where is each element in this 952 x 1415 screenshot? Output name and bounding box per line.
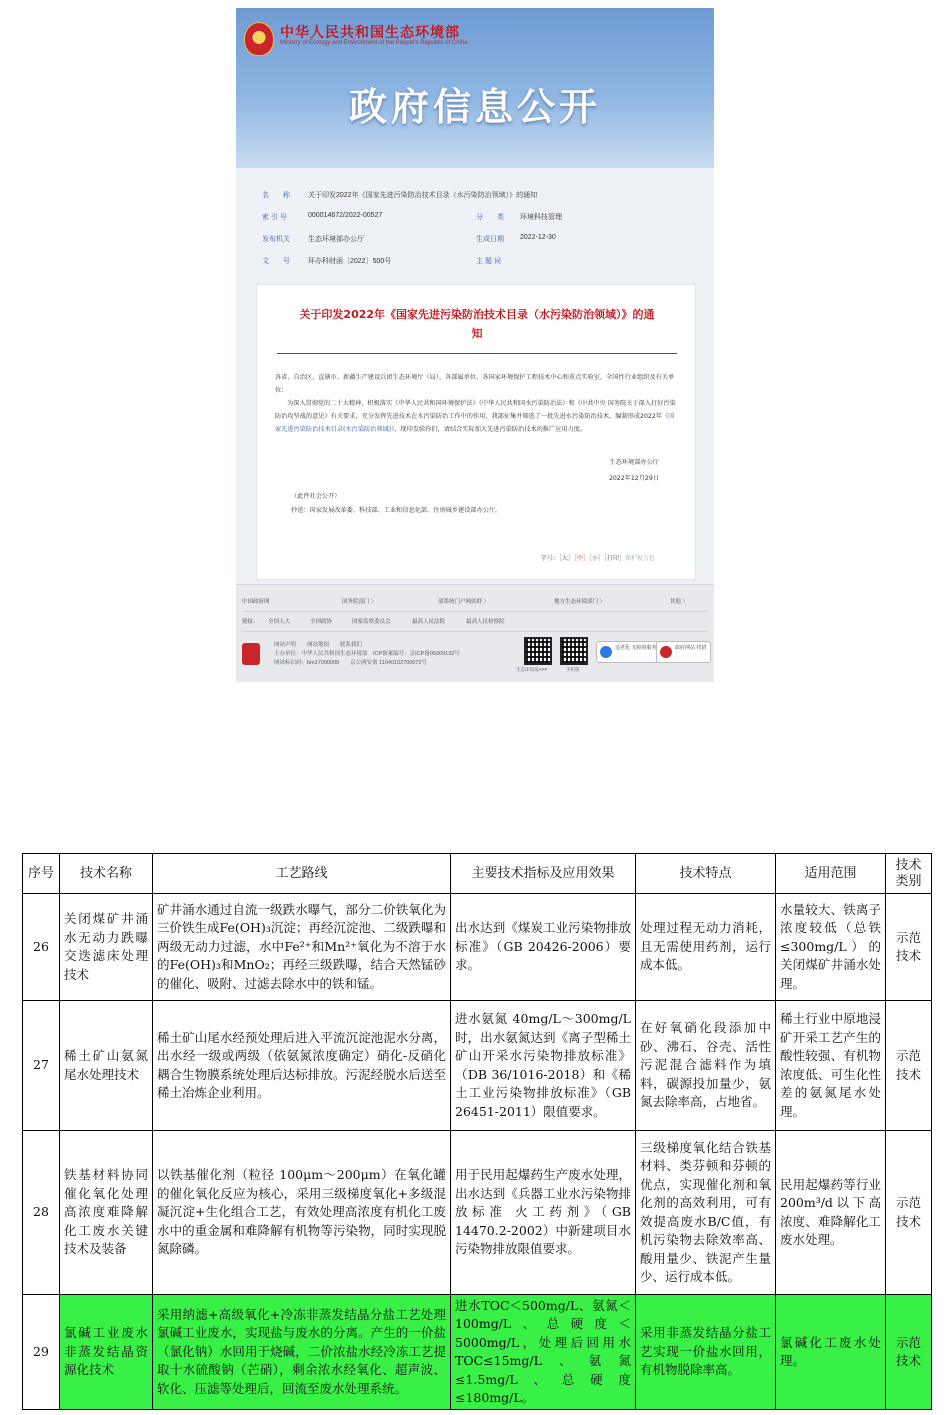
table-row xyxy=(23,894,932,1001)
banner-title: 政府信息公开 xyxy=(348,85,601,129)
footer-link[interactable]: 中国政府网 xyxy=(242,599,270,605)
org-name-cn: 中华人民共和国生态环境部 xyxy=(280,24,460,40)
row-scope: 水量较大、铁离子浓度较低（总铁≤300mg/L）的关闭煤矿井涌水处理。 xyxy=(776,894,886,1001)
notice-date: 2022年12月29日 xyxy=(608,475,659,482)
meta-value: 关于印发2022年《国家先进污染防治技术目录（水污染防治领域）》的通知 xyxy=(308,192,538,199)
header-feature: 技术特点 xyxy=(636,854,776,894)
row-feature: 处理过程无动力消耗，且无需使用药剂，运行成本低。 xyxy=(636,894,776,1001)
row-feature: 采用非蒸发结晶分盐工艺实现一价盐水回用，有机物脱除率高。 xyxy=(636,1295,776,1410)
qr-caption: 手机版 xyxy=(566,667,580,672)
notice-card xyxy=(256,284,696,580)
row-route: 矿井涌水通过自流一级跌水曝气，部分二价铁氧化为三价铁生成Fe(OH)₃沉淀；再经沉淀池、二级跌曝和两级无动力过滤，水中Fe²⁺和Mn²⁺氧化为不溶于水的Fe(OH)₃和MnO₂；再经三级跌曝，结合天然锰砂的催化、吸附、过滤去除水中的铁和锰。 xyxy=(153,894,451,1001)
font-size-large[interactable]: ［大］ xyxy=(558,555,574,562)
accessibility-icon xyxy=(600,646,612,658)
meta-value: 环境科技管理 xyxy=(520,214,562,221)
row-category: 示范技术 xyxy=(886,1001,932,1131)
meta-label: 生成日期 xyxy=(476,236,504,243)
document-meta xyxy=(256,184,696,280)
notice-body xyxy=(275,371,679,436)
meta-label: 索 引 号 xyxy=(262,214,287,221)
embedded-webpage-screenshot xyxy=(236,8,714,682)
row-scope: 民用起爆药等行业200m³/d以下高浓度、难降解化工废水处理。 xyxy=(776,1131,886,1295)
row-scope: 氯碱化工废水处理。 xyxy=(776,1295,886,1410)
badge-label: 适老化 无障碍服务 xyxy=(615,645,657,651)
row-route: 采用纳滤+高级氧化+冷冻非蒸发结晶分盐工艺处理氯碱工业废水，实现盐与废水的分离。产生的一价盐（氯化钠）水回用于烧碱，二价浓盐水经冷冻工艺提取十水硫酸钠（芒硝），剩余浓水经氧化、超声波、软化、压滤等处理后，回流至废水处理系统。 xyxy=(153,1295,451,1410)
row-effect: 用于民用起爆药生产废水处理，出水达到《兵器工业水污染物排放标准 火工药剂》（GB 14470.2-2002）中新建项目水污染物排放限值要求。 xyxy=(451,1131,636,1295)
footer-link[interactable]: 其他 〉 xyxy=(670,599,689,605)
qr-caption: 生态环境部APP xyxy=(516,667,548,672)
app-qr-code-icon xyxy=(524,637,552,665)
technology-catalog-table xyxy=(22,853,932,1410)
footer-info-line: 主办单位：中华人民共和国生态环境部 ICP备案编号：京ICP备05009132号 xyxy=(274,651,460,657)
row-category: 示范技术 xyxy=(886,894,932,1001)
meta-value: 2022-12-30 xyxy=(520,234,556,241)
row-route: 稀土矿山尾水经预处理后进入平流沉淀池泥水分离，出水经一级或两级（依氨氮浓度确定）硝化-反硝化耦合生物膜系统处理后达标排放。污泥经脱水后送至稀土冶炼企业利用。 xyxy=(153,1001,451,1131)
notice-title: 关于印发2022年《国家先进污染防治技术目录（水污染防治领域）》的通知 xyxy=(299,308,655,340)
footer-info-line: 网站声明 网站地图 联系我们 xyxy=(274,642,363,648)
report-error-badge[interactable] xyxy=(656,641,711,663)
site-banner xyxy=(236,8,714,168)
row-name: 关闭煤矿井涌水无动力跌曝交迭滤床处理技术 xyxy=(60,894,153,1001)
meta-value: 000014672/2022-00527 xyxy=(308,212,383,219)
meta-label: 文 号 xyxy=(262,258,290,265)
footer-info-line: 网站标识码：bm17000009 京公网安备 11040102700072号 xyxy=(274,660,428,666)
row-feature: 在好氧硝化段添加中砂、沸石、谷壳、活性污泥混合滤料作为填料，碳源投加量少，氨氮去除率高，占地省。 xyxy=(636,1001,776,1131)
notice-addressee: 各省、自治区、直辖市、新疆生产建设兵团生态环境厅（局），各部属单位，各国家环境保护工程技术中心和重点实验室，全国性行业组织及有关单位： xyxy=(275,374,675,394)
badge-label: 政府网站 找错 xyxy=(675,645,707,651)
font-size-small[interactable]: ［小］ xyxy=(588,555,604,562)
row-route: 以铁基催化剂（粒径 100μm～200μm）在氧化罐的催化氧化反应为核心，采用三级梯度氧化+多级混凝沉淀+生化组合工艺，有效处理高浓度有机化工废水中的重金属和难降解有机物等污染物，同时实现脱氮除磷。 xyxy=(153,1131,451,1295)
row-scope: 稀土行业中原地浸矿开采工艺产生的酸性较强、有机物浓度低、可生化性差的氨氮尾水处理。 xyxy=(776,1001,886,1131)
party-emblem-icon xyxy=(242,643,260,665)
site-footer xyxy=(236,584,714,682)
meta-label: 名 称 xyxy=(262,192,290,199)
row-name: 稀土矿山氨氮尾水处理技术 xyxy=(60,1001,153,1131)
meta-label: 发布机关 xyxy=(262,236,290,243)
meta-value: 生态环境部办公厅 xyxy=(308,236,364,243)
cc-list: 抄送：国家发展改革委、科技部、工业和信息化部、住房城乡建设部办公厅。 xyxy=(291,507,502,514)
font-size-label: 字号： xyxy=(540,555,559,562)
row-effect: 进水TOC＜500mg/L、氨氮＜100mg/L、总硬度＜5000mg/L，处理后回用水TOC≤15mg/L、氨氮≤1.5mg/L、总硬度≤180mg/L。 xyxy=(451,1295,636,1410)
footer-divider xyxy=(242,611,708,612)
meta-label: 分 类 xyxy=(476,214,504,221)
org-name-en: Ministry of Ecology and Environment of the People's Republic of China xyxy=(280,40,468,46)
header-no: 序号 xyxy=(23,854,60,894)
catalog-link[interactable]: 《国家先进污染防治技术目录(水污染防治领域)》 xyxy=(275,413,675,433)
table-row xyxy=(23,1001,932,1131)
row-no: 26 xyxy=(23,894,60,1001)
print-button[interactable]: ［打印］ xyxy=(603,555,625,562)
row-no: 28 xyxy=(23,1131,60,1295)
header-category: 技术类别 xyxy=(886,854,932,894)
footer-divider xyxy=(242,631,708,632)
meta-value: 环办科财函〔2022〕500号 xyxy=(308,258,392,265)
row-category: 示范技术 xyxy=(886,1295,932,1410)
mobile-qr-code-icon xyxy=(560,637,588,665)
notice-text: ，现印发给你们，请结合实际加大先进污染防治技术的推广应用力度。 xyxy=(394,426,587,433)
row-name: 铁基材料协同催化氧化处理高浓度难降解化工废水关键技术及装备 xyxy=(60,1131,153,1295)
footer-link[interactable]: 全国人大 xyxy=(268,619,291,625)
notice-text: 为深入贯彻党的二十大精神，积极落实《中华人民共和国环境保护法》《中华人民共和国水污染防治法》和《中共中央 国务院关于深入打好污染防治攻坚战的意见》有关要求，充分发挥先进技术在水污染防治工作中的作用，我部征集并筛选了一批先进水污染防治技术，编制形成2022年 xyxy=(275,400,676,420)
row-no: 29 xyxy=(23,1295,60,1410)
meta-label: 主 题 词 xyxy=(476,258,501,265)
eye-care-toggle[interactable]: 保护视力色 xyxy=(624,555,655,562)
footer-link[interactable]: 最高人民检察院 xyxy=(466,619,505,625)
national-emblem-icon xyxy=(244,22,274,56)
header-name: 技术名称 xyxy=(60,854,153,894)
footer-link[interactable]: 全国政协 xyxy=(310,619,333,625)
row-effect: 出水达到《煤炭工业污染物排放标准》（GB 20426-2006）要求。 xyxy=(451,894,636,1001)
header-route: 工艺路线 xyxy=(153,854,451,894)
table-row-highlighted xyxy=(23,1295,932,1410)
accessibility-badge[interactable] xyxy=(596,641,661,663)
font-size-medium[interactable]: ［中］ xyxy=(573,555,589,562)
row-no: 27 xyxy=(23,1001,60,1131)
footer-link[interactable]: 部系统门户网站群 〉 xyxy=(438,599,490,605)
notice-signature: 生态环境部办公厅 xyxy=(609,459,659,466)
publish-note: （此件社会公开） xyxy=(291,493,341,500)
row-feature: 三级梯度氧化结合铁基材料、类芬顿和芬顿的优点，实现催化剂和氧化剂的高效利用，可有效提高废水B/C值，有机污染物去除效率高、酸用量少、铁泥产生量少、运行成本低。 xyxy=(636,1131,776,1295)
table-row xyxy=(23,1131,932,1295)
footer-info xyxy=(274,641,460,668)
footer-link[interactable]: 国家监察委员会 xyxy=(352,619,391,625)
row-effect: 进水氨氮 40mg/L～300mg/L时，出水氨氮达到《离子型稀土矿山开采水污染物排放标准》（DB 36/1016-2018）和《稀土工业污染物排放标准》（GB 26451-2011）限值要求。 xyxy=(451,1001,636,1131)
footer-link[interactable]: 地方生态环境部门 〉 xyxy=(554,599,606,605)
notice-divider xyxy=(277,353,677,354)
footer-link-label: 链接： xyxy=(242,619,259,625)
report-error-icon xyxy=(660,646,672,658)
row-name: 氯碱工业废水非蒸发结晶资源化技术 xyxy=(60,1295,153,1410)
table-header-row xyxy=(23,854,932,894)
footer-link[interactable]: 最高人民法院 xyxy=(412,619,446,625)
header-scope: 适用范围 xyxy=(776,854,886,894)
notice-paragraph xyxy=(275,397,679,436)
footer-link[interactable]: 国务院部门 〉 xyxy=(342,599,377,605)
row-category: 示范技术 xyxy=(886,1131,932,1295)
font-size-controls xyxy=(541,553,655,562)
header-effect: 主要技术指标及应用效果 xyxy=(451,854,636,894)
